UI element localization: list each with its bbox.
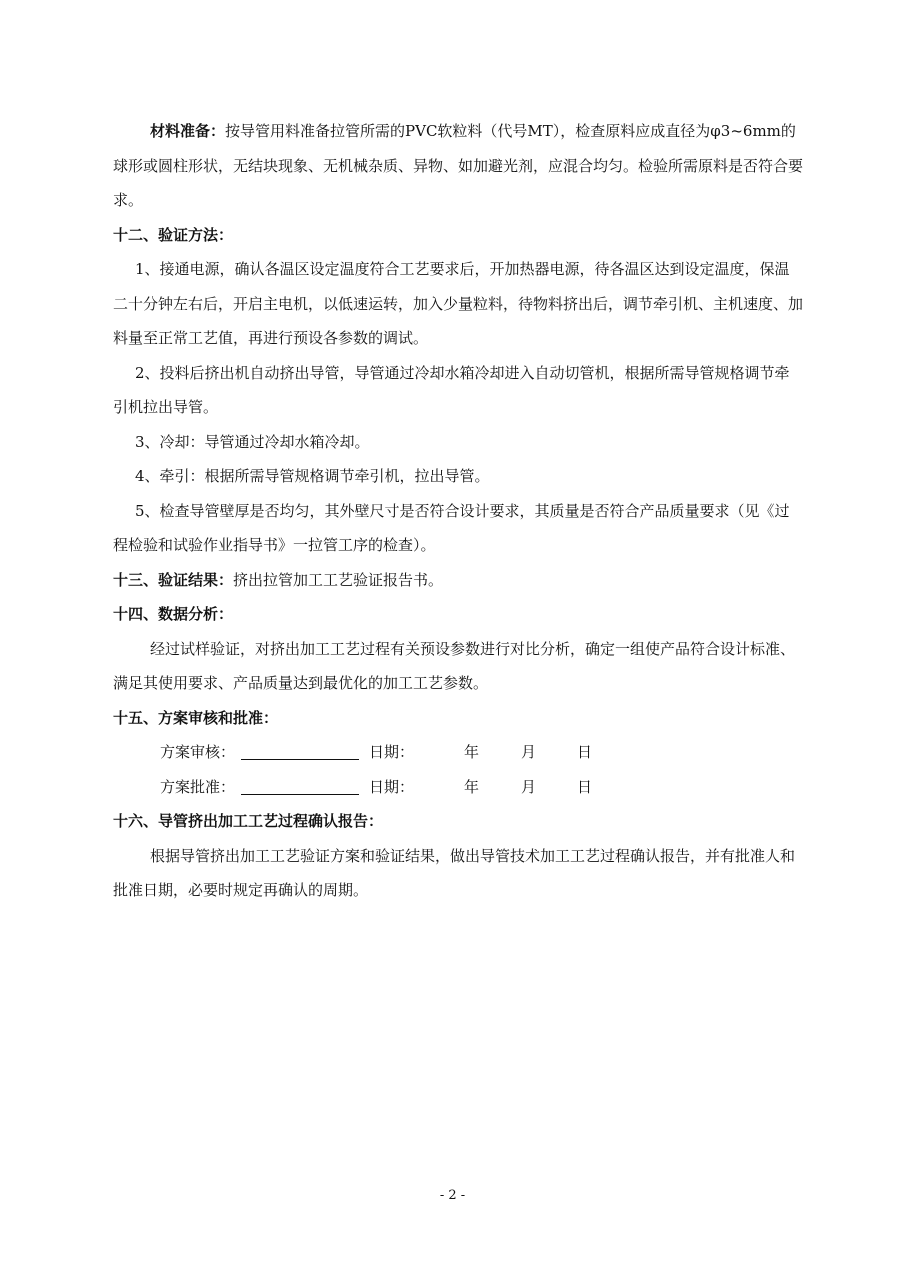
section14-heading: 十四、数据分析： [113,605,234,623]
approve-month-label: 月 [521,777,537,796]
approve-label: 方案批准： [160,777,236,796]
document-body [113,114,803,908]
approve-signature-line [241,770,359,795]
section13-paragraph [113,563,803,598]
approve-year-label: 年 [464,777,480,796]
section12-item-1: 1、接通电源，确认各温区设定温度符合工艺要求后，开加热器电源，待各温区达到设定温度，保温二十分钟左右后，开启主电机，以低速运转，加入少量粒料，待物料挤出后，调节牵引机、主机速度、加料量至正常工艺值，再进行预设各参数的调试。 [113,260,804,347]
review-label: 方案审核： [160,743,236,761]
section12-item-4: 4、牵引：根据所需导管规格调节牵引机，拉出导管。 [135,467,490,485]
review-day-label: 日 [577,743,593,761]
approve-date-label: 日期： [369,777,415,796]
review-year-label: 年 [464,743,480,761]
section13-heading: 十三、验证结果： [113,570,234,589]
review-signature-row [113,735,803,770]
section16-heading: 十六、导管挤出加工工艺过程确认报告： [113,812,384,830]
section16-text: 根据导管挤出加工工艺验证方案和验证结果，做出导管技术加工工艺过程确认报告，并有批准人和批准日期，必要时规定再确认的周期。 [113,846,796,899]
section15-heading: 十五、方案审核和批准： [113,708,279,727]
review-date-label: 日期： [369,743,415,761]
approve-day-label: 日 [577,777,593,796]
material-label: 材料准备： [150,122,226,140]
material-text: 按导管用料准备拉管所需的PVC软粒料（代号MT），检查原料应成直径为φ3~6mm的球形或圆柱形状，无结块现象、无机械杂质、异物、如加避光剂，应混合均匀。检验所需原料是否符合要求。 [113,122,804,209]
page-number: - 2 - [439,1188,466,1203]
section12-item-2: 2、投料后挤出机自动挤出导管，导管通过冷却水箱冷却进入自动切管机，根据所需导管规格调节牵引机拉出导管。 [113,363,790,416]
section13-text: 挤出拉管加工工艺验证报告书。 [233,570,444,589]
review-month-label: 月 [521,743,537,761]
section12-item-3: 3、冷却：导管通过冷却水箱冷却。 [135,432,370,451]
section14-text: 经过试样验证，对挤出加工工艺过程有关预设参数进行对比分析，确定一组使产品符合设计标准、满足其使用要求、产品质量达到最优化的加工工艺参数。 [113,639,796,692]
review-signature-line [241,735,359,760]
section12-item-5: 5、检查导管壁厚是否均匀，其外壁尺寸是否符合设计要求，其质量是否符合产品质量要求（见《过程检验和试验作业指导书》一拉管工序的检查）。 [113,501,790,554]
material-paragraph [113,114,803,218]
section12-heading: 十二、验证方法： [113,225,234,244]
approve-signature-row [113,770,803,805]
